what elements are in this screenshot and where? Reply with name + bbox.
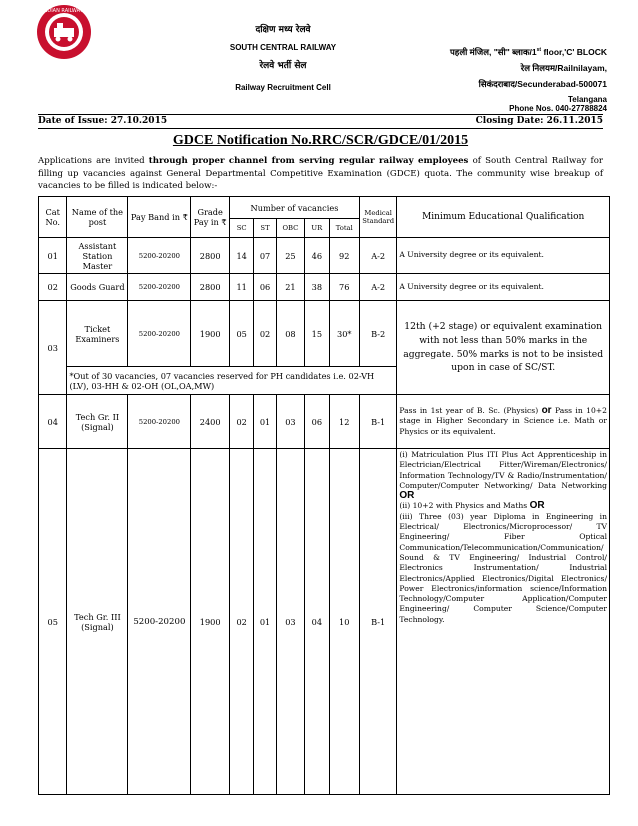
cell-medical: B-1 — [359, 449, 396, 795]
cell-total: 10 — [329, 449, 359, 795]
table-row — [39, 301, 610, 367]
cell-post: Ticket Examiners — [67, 301, 128, 367]
hindi-zone-name: दक्षिण मध्य रेलवे — [255, 25, 311, 35]
cell-sc: 14 — [229, 238, 253, 274]
cell-cat: 02 — [39, 274, 67, 301]
cell-pay: 5200-20200 — [128, 301, 191, 367]
cell-sc: 11 — [229, 274, 253, 301]
cell-ur: 04 — [305, 449, 329, 795]
cell-grade: 2400 — [191, 395, 230, 449]
cell-cat: 05 — [39, 449, 67, 795]
header-obc: OBC — [276, 219, 304, 238]
cell-qualification: (i) Matriculation Plus ITI Plus Act Apprenticeship in Electrician/Electrical Fitter/Wireman/Electronics/ Information Technology/TV & Radio/Instrumentation/ Computer/Computer Networking/ Data Networking OR (ii) 10+2 with Physics and Maths OR (iii) Three (03) year Diploma in Engineering in Electrical/ Electronics/Microprocessor/ TV Engineering/ Fiber Optical Communication/Telecommunication/Communication/ Sound & TV Engineering/ Industrial Control/ Electronics Instrumentation/ Industrial Electronics/Applied Electronics/Digital Electronics/ Power Electronics/information science/Information Technology/Computer Application/Computer Engineering/ Computer Science/Computer Technology. — [397, 449, 610, 795]
cell-qualification: Pass in 1st year of B. Sc. (Physics) or Pass in 10+2 stage in Higher Secondary in Science i.e. Math or Physics or its equivalent. — [397, 395, 610, 449]
closing-date: Closing Date: 26.11.2015 — [475, 116, 603, 126]
header-st: ST — [254, 219, 276, 238]
dates-divider — [38, 128, 603, 129]
english-cell-name: Railway Recruitment Cell — [235, 83, 331, 92]
header-grade: Grade Pay in ₹ — [191, 197, 230, 238]
address-line-3: सिकंदराबाद/Secunderabad-500071 — [478, 79, 607, 89]
indian-railways-logo-icon — [36, 4, 92, 60]
cell-grade: 2800 — [191, 238, 230, 274]
cell-pay: 5200-20200 — [128, 238, 191, 274]
cell-sc: 02 — [229, 449, 253, 795]
cell-pay: 5200-20200 — [128, 449, 191, 795]
table-row — [39, 395, 610, 449]
header-center — [200, 22, 366, 92]
ph-reservation-note: *Out of 30 vacancies, 07 vacancies reserved for PH candidates i.e. 02-VH (LV), 03-HH & 02-OH (OL,OA,MW) — [67, 367, 397, 395]
table-header-row — [39, 197, 610, 219]
vacancy-table — [38, 196, 610, 795]
header-medical: Medical Standard — [359, 197, 396, 238]
cell-ur: 15 — [305, 301, 329, 367]
cell-medical: B-2 — [359, 301, 396, 367]
cell-grade: 1900 — [191, 301, 230, 367]
header-sc: SC — [229, 219, 253, 238]
cell-ur: 38 — [305, 274, 329, 301]
table-row — [39, 238, 610, 274]
cell-obc: 03 — [276, 449, 304, 795]
address-line-1: पहली मंजिल, "सी" ब्लाक/1st floor,'C' BLOCK — [449, 47, 607, 57]
cell-cat: 04 — [39, 395, 67, 449]
header-pay: Pay Band in ₹ — [128, 197, 191, 238]
intro-paragraph: Applications are invited through proper channel from serving regular railway employees of South Central Railway for filling up vacancies against General Departmental Competitive Examination (GDCE) quota. The community wise breakup of vacancies to be filled is indicated below:- — [38, 156, 604, 191]
hindi-cell-name: रेलवे भर्ती सेल — [259, 61, 307, 71]
header-post: Name of the post — [67, 197, 128, 238]
cell-obc: 03 — [276, 395, 304, 449]
cell-medical: A-2 — [359, 238, 396, 274]
cell-cat: 01 — [39, 238, 67, 274]
address-line-4: Telangana — [568, 95, 607, 104]
cell-qualification: A University degree or its equivalent. — [397, 274, 610, 301]
cell-st: 06 — [254, 274, 276, 301]
cell-ur: 46 — [305, 238, 329, 274]
table-row — [39, 274, 610, 301]
cell-st: 02 — [254, 301, 276, 367]
cell-ur: 06 — [305, 395, 329, 449]
cell-st: 01 — [254, 395, 276, 449]
cell-total: 12 — [329, 395, 359, 449]
cell-pay: 5200-20200 — [128, 395, 191, 449]
cell-post: Goods Guard — [67, 274, 128, 301]
cell-pay: 5200-20200 — [128, 274, 191, 301]
table-row — [39, 449, 610, 795]
cell-total: 92 — [329, 238, 359, 274]
cell-sc: 02 — [229, 395, 253, 449]
cell-grade: 1900 — [191, 449, 230, 795]
cell-cat: 03 — [39, 301, 67, 395]
cell-st: 07 — [254, 238, 276, 274]
cell-total: 76 — [329, 274, 359, 301]
cell-post: Assistant Station Master — [67, 238, 128, 274]
cell-qualification: 12th (+2 stage) or equivalent examination with not less than 50% marks in the aggregate. 50% marks is not to be insisted upon in case of SC/ST. — [397, 301, 610, 395]
header-total: Total — [329, 219, 359, 238]
header-vacancies: Number of vacancies — [229, 197, 359, 219]
english-zone-name: SOUTH CENTRAL RAILWAY — [229, 43, 337, 52]
address-line-2: रेल निलयम/Railnilayam, — [520, 63, 607, 73]
cell-obc: 21 — [276, 274, 304, 301]
dates-row — [38, 116, 603, 126]
header-ur: UR — [305, 219, 329, 238]
cell-sc: 05 — [229, 301, 253, 367]
page-title: GDCE Notification No.RRC/SCR/GDCE/01/2015 — [172, 133, 469, 148]
cell-grade: 2800 — [191, 274, 230, 301]
cell-medical: A-2 — [359, 274, 396, 301]
cell-post: Tech Gr. II (Signal) — [67, 395, 128, 449]
cell-obc: 25 — [276, 238, 304, 274]
cell-post: Tech Gr. III (Signal) — [67, 449, 128, 795]
cell-qualification: A University degree or its equivalent. — [397, 238, 610, 274]
logo-text: INDIAN RAILWAYS — [42, 8, 86, 14]
header-divider — [38, 114, 603, 115]
cell-obc: 08 — [276, 301, 304, 367]
header-cat: Cat No. — [39, 197, 67, 238]
cell-medical: B-1 — [359, 395, 396, 449]
header-qualification: Minimum Educational Qualification — [397, 197, 610, 238]
cell-total: 30* — [329, 301, 359, 367]
cell-st: 01 — [254, 449, 276, 795]
phone-number: Phone Nos. 040-27788824 — [509, 104, 607, 113]
issue-date: Date of Issue: 27.10.2015 — [38, 116, 168, 126]
